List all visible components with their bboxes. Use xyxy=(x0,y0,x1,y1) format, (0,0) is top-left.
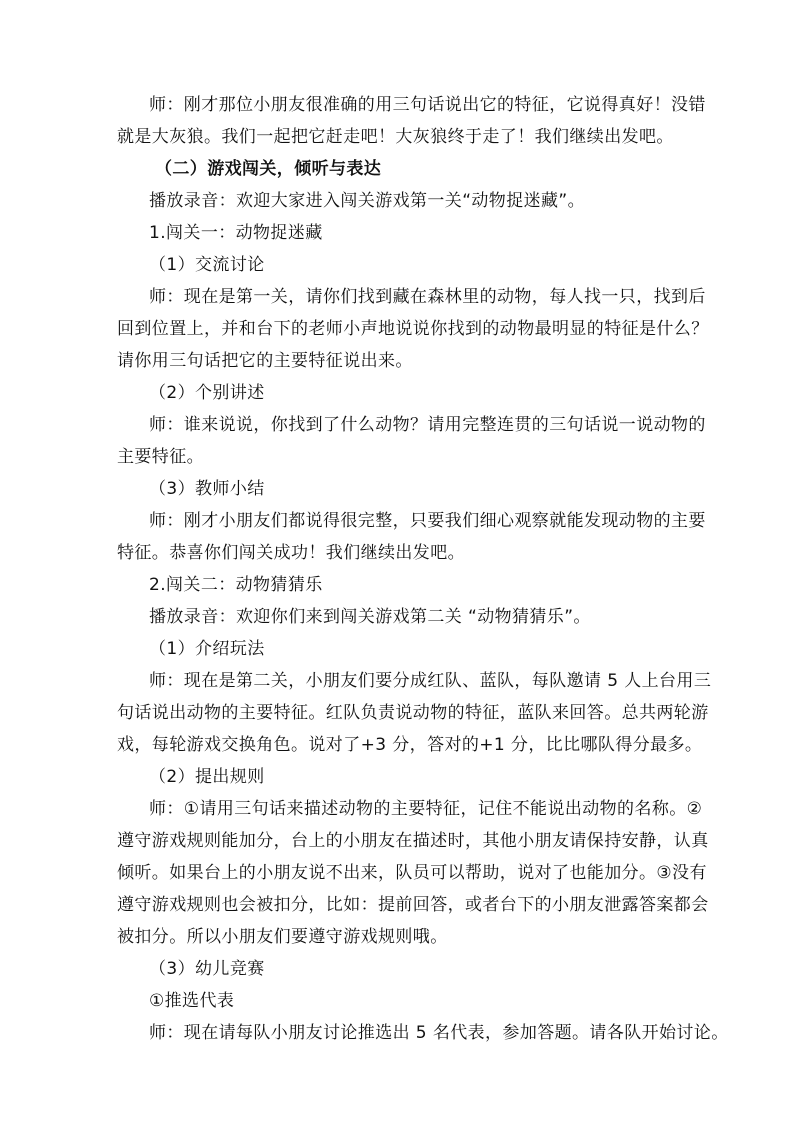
subheading-line: （2）个别讲述 xyxy=(149,383,265,403)
paragraph-line: 师：谁来说说，你找到了什么动物？请用完整连贯的三句话说一说动物的 xyxy=(149,415,706,435)
subheading-line: （3）幼儿竞赛 xyxy=(149,959,265,979)
subheading-line: 2.闯关二：动物猜猜乐 xyxy=(149,575,323,595)
paragraph-line: 就是大灰狼。我们一起把它赶走吧！大灰狼终于走了！我们继续出发吧。 xyxy=(117,127,674,147)
subheading-line: （3）教师小结 xyxy=(149,479,265,499)
paragraph-line: 特征。恭喜你们闯关成功！我们继续出发吧。 xyxy=(117,543,465,563)
subheading-line: ①推选代表 xyxy=(149,991,235,1011)
paragraph-line: 回到位置上，并和台下的老师小声地说说你找到的动物最明显的特征是什么？ xyxy=(117,319,709,339)
paragraph-line: 倾听。如果台上的小朋友说不出来，队员可以帮助，说对了也能加分。③没有 xyxy=(117,863,707,883)
paragraph-line: 遵守游戏规则也会被扣分，比如：提前回答，或者台下的小朋友泄露答案都会 xyxy=(117,895,709,915)
subheading-line: （1）介绍玩法 xyxy=(149,639,265,659)
paragraph-line: 师：①请用三句话来描述动物的主要特征，记住不能说出动物的名称。② xyxy=(149,799,703,819)
subheading-line: （2）提出规则 xyxy=(149,767,265,787)
section-heading: （二）游戏闯关，倾听与表达 xyxy=(155,159,382,179)
paragraph-line: 被扣分。所以小朋友们要遵守游戏规则哦。 xyxy=(117,927,448,947)
paragraph-line: 句话说出动物的主要特征。红队负责说动物的特征，蓝队来回答。总共两轮游 xyxy=(117,703,709,723)
paragraph-line: 师：刚才小朋友们都说得很完整，只要我们细心观察就能发现动物的主要 xyxy=(149,511,706,531)
paragraph-line: 师：现在请每队小朋友讨论推选出 5 名代表，参加答题。请各队开始讨论。 xyxy=(149,1023,729,1043)
subheading-line: 1.闯关一：动物捉迷藏 xyxy=(149,223,323,243)
paragraph-line: 戏，每轮游戏交换角色。说对了+3 分，答对的+1 分，比比哪队得分最多。 xyxy=(117,735,703,755)
paragraph-line: 师：刚才那位小朋友很准确的用三句话说出它的特征，它说得真好！没错 xyxy=(149,95,706,115)
paragraph-line: 请你用三句话把它的主要特征说出来。 xyxy=(117,351,413,371)
paragraph-line: 主要特征。 xyxy=(117,447,204,467)
subheading-line: （1）交流讨论 xyxy=(149,255,265,275)
paragraph-line: 师：现在是第一关，请你们找到藏在森林里的动物，每人找一只，找到后 xyxy=(149,287,706,307)
paragraph-line: 播放录音：欢迎你们来到闯关游戏第二关 “动物猜猜乐”。 xyxy=(149,607,591,627)
paragraph-line: 遵守游戏规则能加分，台上的小朋友在描述时，其他小朋友请保持安静，认真 xyxy=(117,831,709,851)
paragraph-line: 播放录音：欢迎大家进入闯关游戏第一关“动物捉迷藏”。 xyxy=(149,191,586,211)
paragraph-line: 师：现在是第二关，小朋友们要分成红队、蓝队，每队邀请 5 人上台用三 xyxy=(149,671,712,691)
